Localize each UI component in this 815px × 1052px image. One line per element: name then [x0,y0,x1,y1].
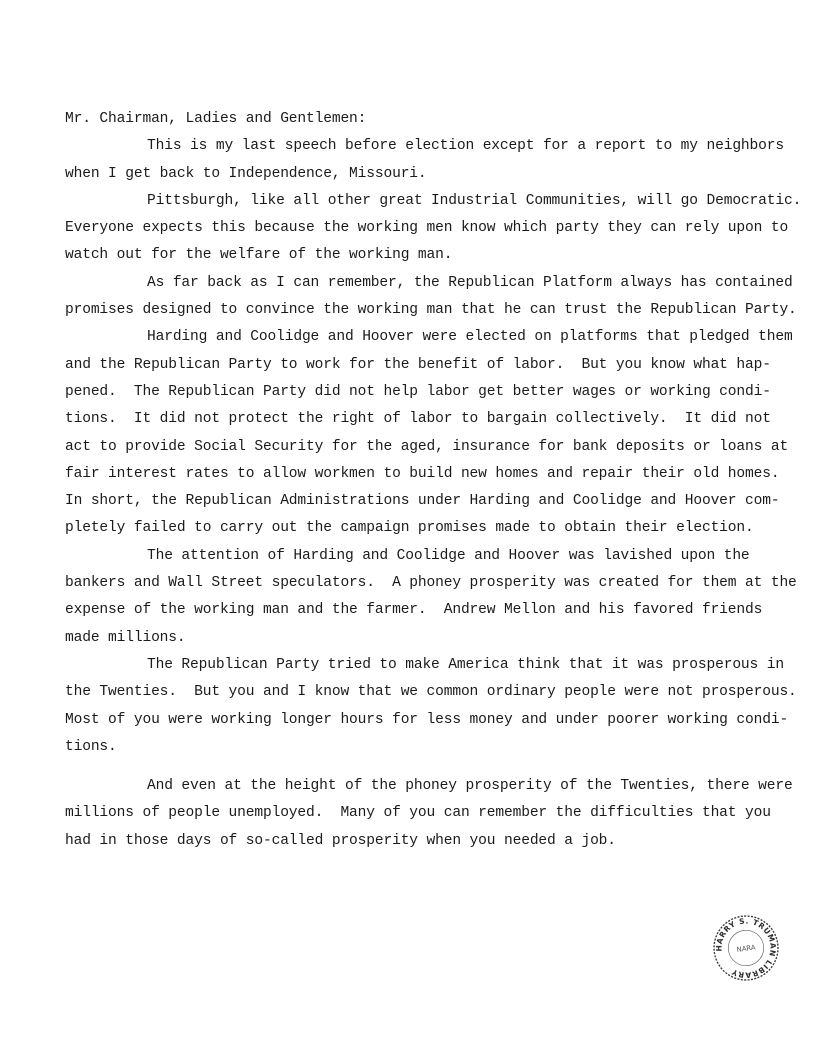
text-line: bankers and Wall Street speculators. A phoney prosperity was created for them at the [65,575,797,592]
text-line: The Republican Party tried to make America think that it was prosperous in [147,656,784,673]
text-line: And even at the height of the phoney prosperity of the Twenties, there were [147,778,793,795]
text-line: Everyone expects this because the working men know which party they can rely upon to [65,220,789,237]
salutation: Mr. Chairman, Ladies and Gentlemen: [65,111,367,127]
paragraph [65,543,797,652]
stamp-outer-text: HARRY S. TRUMAN LIBRARY [714,916,778,980]
text-line: The attention of Harding and Coolidge and Hoover was lavished upon the [147,547,750,564]
text-line: promises designed to convince the working man that he can trust the Republican Party. [65,302,797,319]
speech-text [65,106,802,855]
paragraph [65,188,802,270]
text-line: had in those days of so-called prosperity when you needed a job. [65,832,616,849]
text-line: pened. The Republican Party did not help labor get better wages or working condi- [65,383,771,400]
text-line: Most of you were working longer hours for less money and under poorer working condi- [65,711,789,728]
text-line: Harding and Coolidge and Hoover were elected on platforms that pledged them [147,329,793,346]
text-line: the Twenties. But you and I know that we common ordinary people were not prosperous. [65,684,797,701]
text-line: when I get back to Independence, Missouri. [65,165,427,182]
text-line: watch out for the welfare of the working man. [65,247,453,264]
text-line: pletely failed to carry out the campaign promises made to obtain their election. [65,520,754,537]
text-line: and the Republican Party to work for the benefit of labor. But you know what hap- [65,356,771,373]
text-line: expense of the working man and the farmer. Andrew Mellon and his favored friends [65,602,763,619]
paragraph-spacer [65,761,785,773]
text-line: tions. [65,738,117,755]
text-line: fair interest rates to allow workmen to build new homes and repair their old homes. [65,465,780,482]
text-line: act to provide Social Security for the aged, insurance for bank deposits or loans at [65,438,789,455]
text-line: In short, the Republican Administrations under Harding and Coolidge and Hoover com- [65,493,780,510]
paragraph [65,324,793,542]
paragraph [65,133,785,188]
text-line: This is my last speech before election except for a report to my neighbors [147,138,784,155]
paragraph [65,652,797,761]
paragraph [65,270,797,325]
text-line: Pittsburgh, like all other great Industrial Communities, will go Democratic. [147,192,802,209]
text-line: As far back as I can remember, the Republican Platform always has contained [147,274,793,291]
text-line: millions of people unemployed. Many of you can remember the difficulties that you [65,805,771,822]
text-line: tions. It did not protect the right of labor to bargain collectively. It did not [65,411,771,428]
paragraph [65,773,793,855]
library-stamp-seal [708,910,785,987]
text-line: made millions. [65,629,186,646]
stamp-center-text: NARA [736,943,756,954]
